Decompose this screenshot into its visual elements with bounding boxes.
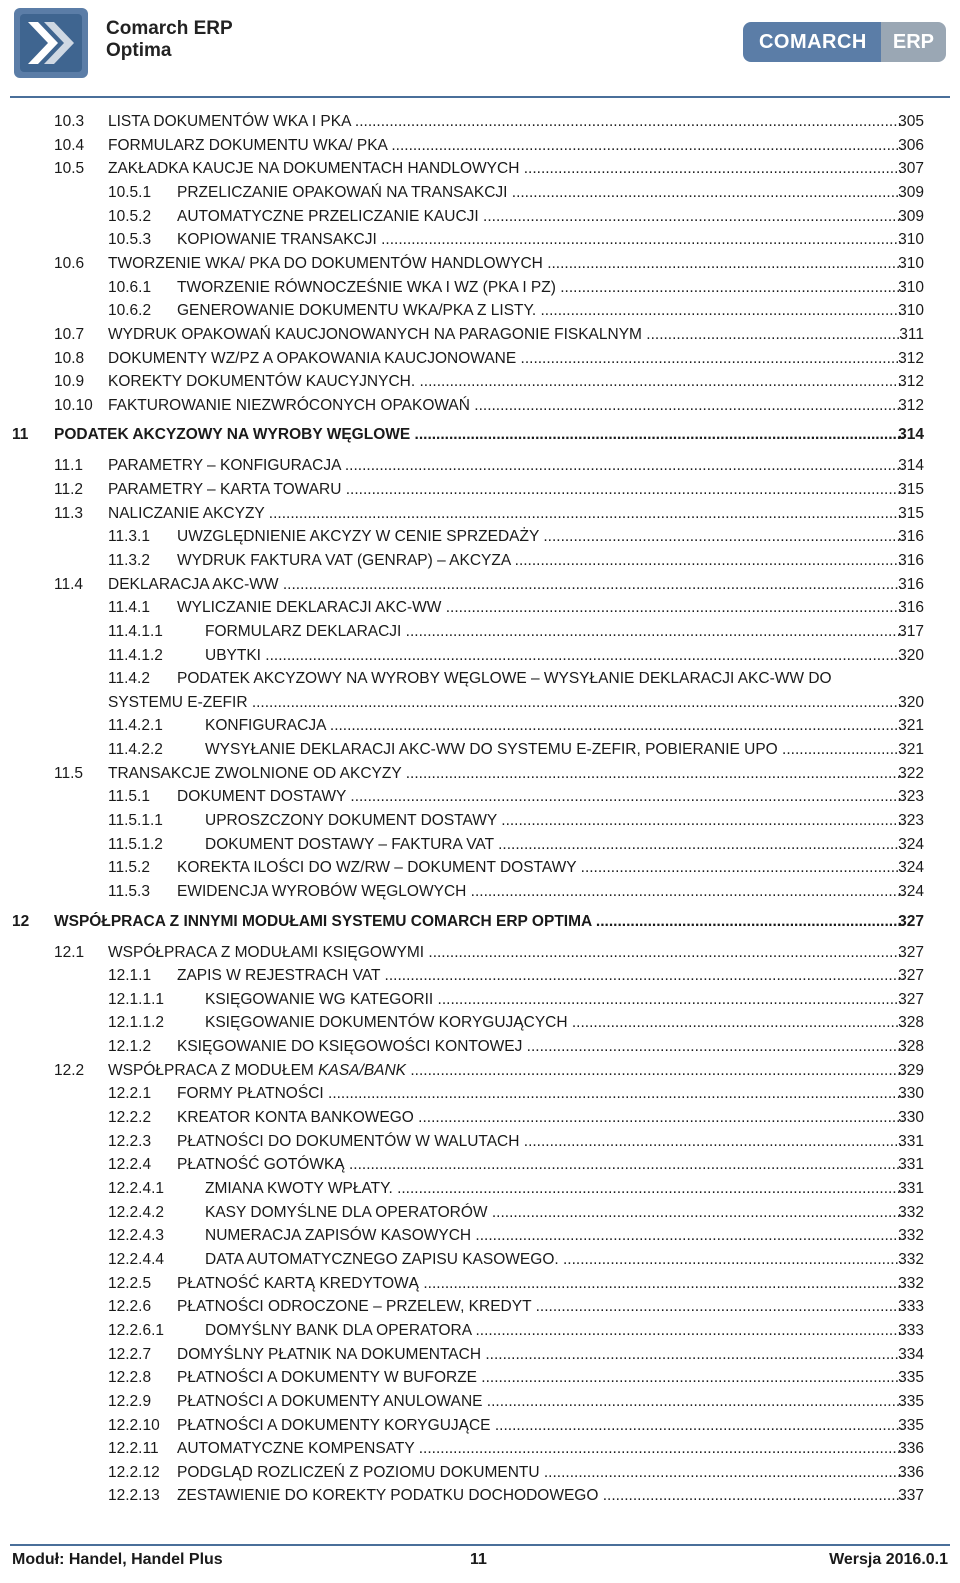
toc-entry-number: 10.10 [54,396,93,414]
toc-entry-title: GENEROWANIE DOKUMENTU WKA/PKA Z LISTY. ..... [177,301,904,321]
toc-entry-page: 328 [898,1038,924,1056]
toc-entry-number: 11.3.2 [108,551,150,569]
toc-entry[interactable] [0,943,960,965]
toc-entry-number: 11.4.2 [108,670,150,688]
toc-entry-page: 333 [898,1298,924,1316]
toc-entry[interactable] [0,912,960,934]
toc-entry-page: 323 [898,788,924,806]
toc-entry[interactable] [0,230,960,252]
toc-entry-title: PŁATNOŚCI A DOKUMENTY KORYGUJĄCE ..... [177,1416,904,1436]
toc-entry[interactable] [0,1226,960,1248]
toc-entry-title: DOKUMENT DOSTAWY ..... [177,787,904,807]
toc-entry-title: FORMULARZ DOKUMENTU WKA/ PKA ..... [108,136,904,156]
toc-entry[interactable] [0,598,960,620]
toc-entry-number: 11.5.2 [108,859,150,877]
toc-entry-page: 332 [898,1203,924,1221]
toc-entry-page: 315 [898,504,924,522]
toc-entry-title: KOPIOWANIE TRANSAKCJI ..... [177,230,904,250]
toc-entry[interactable] [0,1463,960,1485]
toc-entry[interactable] [0,811,960,833]
toc-entry-title: AUTOMATYCZNE KOMPENSATY ..... [177,1439,904,1459]
toc-entry[interactable] [0,1297,960,1319]
toc-entry-number: 12.2.13 [108,1487,160,1505]
toc-entry-number: 12.2.8 [108,1369,152,1387]
toc-entry[interactable] [0,372,960,394]
toc-entry-page: 337 [898,1487,924,1505]
toc-entry-page: 332 [898,1274,924,1292]
toc-entry-title: PODGLĄD ROZLICZEŃ Z POZIOMU DOKUMENTU ..... [177,1463,904,1483]
toc-entry-title: ZAPIS W REJESTRACH VAT ..... [177,966,904,986]
toc-entry-page: 312 [898,349,924,367]
toc-entry-page: 321 [898,717,924,735]
toc-entry-title: WYDRUK OPAKOWAŃ KAUCJONOWANYCH NA PARAGONIE FISKALNYM ..... [108,325,904,345]
toc-entry-number: 11.3.1 [108,528,150,546]
toc-entry-title: NALICZANIE AKCYZY ..... [108,504,904,524]
toc-entry-title: LISTA DOKUMENTÓW WKA I PKA ..... [108,112,904,132]
toc-entry-number: 12.2.12 [108,1463,160,1481]
toc-entry-page: 307 [898,160,924,178]
toc-entry-title: KSIĘGOWANIE DO KSIĘGOWOŚCI KONTOWEJ ..... [177,1037,904,1057]
toc-entry[interactable] [0,504,960,526]
toc-entry[interactable] [0,835,960,857]
toc-entry-page: 322 [898,764,924,782]
toc-entry-number: 10.6 [54,254,85,272]
toc-entry-number: 12.2.6 [108,1298,152,1316]
toc-entry-page: 335 [898,1416,924,1434]
toc-entry-page: 316 [898,575,924,593]
toc-entry-page: 315 [898,480,924,498]
toc-entry[interactable] [0,1392,960,1414]
toc-entry-page: 334 [898,1345,924,1363]
toc-entry-page: 309 [898,207,924,225]
toc-entry-page: 316 [898,599,924,617]
toc-entry-number: 10.3 [54,113,85,130]
toc-entry[interactable] [0,112,960,134]
toc-entry-page: 305 [898,113,924,130]
toc-entry-number: 10.8 [54,349,85,367]
toc-entry-title: UBYTKI ..... [205,646,904,666]
toc-entry[interactable] [0,858,960,880]
toc-entry[interactable] [0,1416,960,1438]
toc-entry-number: 11.3 [54,504,84,522]
toc-entry-number: 12.1.2 [108,1038,152,1056]
toc-entry-title: PRZELICZANIE OPAKOWAŃ NA TRANSAKCJI ..... [177,183,904,203]
footer-divider [10,1544,950,1546]
toc-entry-number: 11.5.1.2 [108,835,163,853]
toc-entry[interactable] [0,1274,960,1296]
toc-entry-number: 12 [12,912,30,930]
toc-entry-page: 316 [898,528,924,546]
toc-entry[interactable] [0,1203,960,1225]
toc-entry-page: 335 [898,1369,924,1387]
toc-entry-page: 310 [898,231,924,249]
toc-entry[interactable] [0,254,960,276]
toc-entry-number: 10.6.1 [108,278,152,296]
toc-entry-number: 12.2.4 [108,1156,152,1174]
brand-line-1: Comarch ERP [106,18,233,39]
page-header [0,0,960,90]
toc-entry-number: 11.1 [54,457,84,475]
toc-entry-page: 336 [898,1440,924,1458]
toc-entry-title: FORMULARZ DEKLARACJI ..... [205,622,904,642]
toc-entry-title: SYSTEMU E-ZEFIR ..... [108,693,904,713]
toc-entry-number: 12.2.4.1 [108,1180,165,1197]
toc-entry-title: EWIDENCJA WYROBÓW WĘGLOWYCH ..... [177,882,904,902]
toc-entry-title: PARAMETRY – KONFIGURACJA ..... [108,456,904,476]
toc-entry-title: ZAKŁADKA KAUCJE NA DOKUMENTACH HANDLOWYCH ..... [108,159,904,179]
toc-entry-title-italic: KASA/BANK [318,1061,407,1079]
toc-entry-page: 331 [898,1156,924,1174]
toc-entry[interactable] [0,764,960,786]
toc-entry-page: 329 [898,1061,924,1079]
toc-entry-page: 330 [898,1085,924,1103]
toc-entry[interactable] [0,716,960,738]
toc-entry[interactable] [0,622,960,644]
toc-entry[interactable] [0,1439,960,1461]
toc-entry-title: KSIĘGOWANIE DOKUMENTÓW KORYGUJĄCYCH ..... [205,1013,904,1033]
toc-entry-title: WYSYŁANIE DEKLARACJI AKC-WW DO SYSTEMU E-ZEFIR, POBIERANIE UPO ..... [205,740,904,760]
toc-entry[interactable] [0,646,960,668]
toc-entry-number: 10.4 [54,136,85,154]
toc-entry-title: PARAMETRY – KARTA TOWARU ..... [108,480,904,500]
toc-entry[interactable] [0,1108,960,1130]
toc-entry-page: 320 [898,693,924,711]
toc-entry-page: 323 [898,812,924,830]
toc-entry-page: 314 [898,426,924,444]
toc-entry[interactable] [0,136,960,158]
brand-line-2: Optima [106,40,172,61]
toc-entry-number: 11.4 [54,575,84,593]
toc-entry-title: KOREKTY DOKUMENTÓW KAUCYJNYCH. ..... [108,372,904,392]
toc-entry-page: 331 [898,1132,924,1150]
brand-text [106,18,233,62]
toc-entry-title: AUTOMATYCZNE PRZELICZANIE KAUCJI ..... [177,207,904,227]
toc-entry[interactable] [0,183,960,205]
toc-entry[interactable] [0,456,960,478]
toc-entry-page: 324 [898,859,924,877]
toc-entry-number: 10.5.1 [108,183,152,201]
toc-entry[interactable] [0,966,960,988]
toc-entry[interactable] [0,207,960,229]
toc-entry-title: DOMYŚLNY PŁATNIK NA DOKUMENTACH ..... [177,1345,904,1365]
toc-entry-number: 11.5 [54,764,84,782]
toc-entry-number: 12.1.1.1 [108,990,165,1008]
toc-entry-page: 310 [898,278,924,296]
toc-entry-number: 12.2.2 [108,1109,152,1127]
footer-version: Wersja 2016.0.1 [829,1551,948,1568]
page-footer [0,1544,960,1583]
toc-entry-title: PŁATNOŚĆ GOTÓWKĄ ..... [177,1155,904,1175]
toc-entry-page: 333 [898,1321,924,1339]
toc-entry-title: KOREKTA ILOŚCI DO WZ/RW – DOKUMENT DOSTAWY ..... [177,858,904,878]
toc-entry[interactable] [0,325,960,347]
toc-entry-number: 12.2.1 [108,1085,152,1103]
toc-entry-number: 12.2.3 [108,1132,152,1150]
toc-entry-page: 331 [898,1180,924,1197]
toc-entry[interactable] [0,1013,960,1035]
toc-entry-page: 312 [898,373,924,391]
toc-entry-page: 336 [898,1463,924,1481]
toc-entry-number: 12.2 [54,1061,85,1079]
toc-entry[interactable] [0,1345,960,1367]
toc-entry-page: 310 [898,302,924,320]
toc-entry-title: TRANSAKCJE ZWOLNIONE OD AKCYZY ..... [108,764,904,784]
toc-entry-title: PŁATNOŚĆ KARTĄ KREDYTOWĄ ..... [177,1274,904,1294]
toc-entry-number: 12.2.4.3 [108,1227,165,1245]
toc-entry-page: 324 [898,883,924,900]
toc-entry-title: FORMY PŁATNOŚCI ..... [177,1084,904,1104]
toc-entry[interactable] [0,1250,960,1272]
footer-page-number: 11 [470,1551,487,1568]
toc-entry[interactable] [0,740,960,762]
toc-entry-page: 332 [898,1227,924,1245]
toc-entry-number: 12.2.5 [108,1274,152,1292]
erp-logo-text: ERP [881,22,946,62]
toc-entry-number: 11.4.1.2 [108,646,163,664]
toc-entry[interactable] [0,159,960,181]
toc-entry-number: 11.4.1.1 [108,622,163,640]
toc-entry-title: NUMERACJA ZAPISÓW KASOWYCH ..... [205,1226,904,1246]
toc-entry-title: DEKLARACJA AKC-WW ..... [108,575,904,595]
toc-entry-title [108,1061,904,1081]
toc-entry-title: DOMYŚLNY BANK DLA OPERATORA ..... [205,1321,904,1341]
toc-entry[interactable] [0,1486,960,1508]
toc-entry[interactable] [0,527,960,549]
toc-entry-page: 317 [898,622,924,640]
toc-entry-number: 12.2.10 [108,1416,160,1434]
toc-entry-title: FAKTUROWANIE NIEZWRÓCONYCH OPAKOWAŃ ..... [108,396,904,416]
toc-entry[interactable] [0,990,960,1012]
toc-entry[interactable] [0,1179,960,1201]
toc-entry-page: 335 [898,1392,924,1410]
toc-entry[interactable] [0,1084,960,1106]
toc-entry-title: PODATEK AKCYZOWY NA WYROBY WĘGLOWE – WYSYŁANIE DEKLARACJI AKC-WW DO [177,670,832,688]
toc-entry-page: 327 [898,990,924,1008]
comarch-logo-text: COMARCH [743,22,881,62]
toc-entry-page: 316 [898,551,924,569]
toc-entry-number: 12.2.7 [108,1345,152,1363]
toc-entry-title: DATA AUTOMATYCZNEGO ZAPISU KASOWEGO. ..... [205,1250,904,1270]
toc-entry-number: 10.7 [54,325,85,343]
toc-entry-title: TWORZENIE RÓWNOCZEŚNIE WKA I WZ (PKA I PZ) ..... [177,278,904,298]
comarch-erp-optima-logo [14,8,88,78]
toc-entry-title-text: WSPÓŁPRACA Z MODUŁEM [108,1061,319,1079]
toc-entry[interactable] [0,396,960,418]
toc-entry-page: 324 [898,835,924,853]
toc-entry[interactable] [0,425,960,447]
toc-entry-page: 311 [899,325,924,343]
toc-entry-number: 11.5.3 [108,883,150,900]
toc-entry-page: 309 [898,183,924,201]
toc-entry-number: 12.2.9 [108,1392,152,1410]
toc-entry[interactable] [0,1061,960,1083]
toc-entry-title: WSPÓŁPRACA Z MODUŁAMI KSIĘGOWYMI ..... [108,943,904,963]
toc-entry-number: 11.4.2.2 [108,741,163,759]
toc-entry[interactable] [0,1368,960,1390]
toc-entry-title: KREATOR KONTA BANKOWEGO ..... [177,1108,904,1128]
toc-entry-title: KASY DOMYŚLNE DLA OPERATORÓW ..... [205,1203,904,1223]
comarch-erp-logo [743,22,946,62]
toc-entry[interactable] [0,349,960,371]
toc-entry[interactable] [0,278,960,300]
toc-entry-number: 10.5.3 [108,231,152,249]
toc-entry-number: 12.2.4.4 [108,1250,165,1268]
toc-entry[interactable] [0,575,960,597]
toc-entry-title: PŁATNOŚCI ODROCZONE – PRZELEW, KREDYT ..... [177,1297,904,1317]
toc-entry-page: 327 [898,943,924,961]
toc-entry-number: 11.5.1 [108,788,150,806]
toc-entry-title: ZESTAWIENIE DO KOREKTY PODATKU DOCHODOWEGO ..... [177,1486,904,1506]
toc-entry-title: WYDRUK FAKTURA VAT (GENRAP) – AKCYZA ..... [177,551,904,571]
toc-entry-page: 327 [898,967,924,985]
toc-entry-page: 320 [898,646,924,664]
toc-entry-title: UPROSZCZONY DOKUMENT DOSTAWY ..... [205,811,904,831]
toc-entry[interactable] [0,882,960,904]
toc-entry[interactable] [0,1155,960,1177]
header-divider [10,96,950,98]
toc-entry-title: PODATEK AKCYZOWY NA WYROBY WĘGLOWE ..... [54,425,904,445]
toc-entry-title: KONFIGURACJA ..... [205,716,904,736]
toc-entry-page: 314 [898,457,924,475]
toc-entry-page: 312 [898,396,924,414]
toc-entry-title: ZMIANA KWOTY WPŁATY. ..... [205,1179,904,1199]
toc-entry[interactable] [0,1321,960,1343]
toc-entry-number: 11.2 [54,480,84,498]
toc-entry-title: PŁATNOŚCI A DOKUMENTY W BUFORZE ..... [177,1368,904,1388]
toc-entry-number: 12.2.4.2 [108,1203,165,1221]
toc-entry[interactable] [0,1037,960,1059]
toc-entry-number: 12.1.1 [108,967,152,985]
toc-entry-title: WYLICZANIE DEKLARACJI AKC-WW ..... [177,598,904,618]
toc-entry-page: 327 [898,912,924,930]
footer-module: Moduł: Handel, Handel Plus [12,1551,223,1568]
toc-entry-title: KSIĘGOWANIE WG KATEGORII ..... [205,990,904,1010]
toc-entry-number: 10.5 [54,160,85,178]
toc-entry-page: 310 [898,254,924,272]
toc-entry-page: 328 [898,1014,924,1032]
toc-entry-page: 332 [898,1250,924,1268]
toc-entry-number: 12.2.6.1 [108,1321,165,1339]
toc-entry-title: UWZGLĘDNIENIE AKCYZY W CENIE SPRZEDAŻY ..... [177,527,904,547]
toc-entry-number: 10.5.2 [108,207,152,225]
toc-entry[interactable] [0,551,960,573]
toc-entry-title: PŁATNOŚCI A DOKUMENTY ANULOWANE ..... [177,1392,904,1412]
toc-entry-page: 330 [898,1109,924,1127]
toc-entry-title: DOKUMENTY WZ/PZ A OPAKOWANIA KAUCJONOWANE ..... [108,349,904,369]
toc-entry-title: PŁATNOŚCI DO DOKUMENTÓW W WALUTACH ..... [177,1132,904,1152]
toc-entry-title: WSPÓŁPRACA Z INNYMI MODUŁAMI SYSTEMU COMARCH ERP OPTIMA ..... [54,912,904,932]
toc-entry[interactable] [0,1132,960,1154]
toc-entry[interactable] [0,480,960,502]
toc-entry-page: 321 [898,741,924,759]
toc-entry-number: 12.2.11 [108,1440,159,1458]
toc-entry[interactable] [0,787,960,809]
toc-entry-number: 11 [12,426,29,444]
toc-entry-number: 11.4.1 [108,599,150,617]
toc-entry[interactable] [0,693,960,715]
toc-entry-number: 11.4.2.1 [108,717,163,735]
toc-entry-number: 11.5.1.1 [108,812,163,830]
toc-entry-title: DOKUMENT DOSTAWY – FAKTURA VAT ..... [205,835,904,855]
toc-entry[interactable] [0,669,960,691]
toc-entry-number: 10.6.2 [108,302,152,320]
toc-entry-number: 12.1 [54,943,85,961]
toc-entry[interactable] [0,301,960,323]
toc-entry-title: TWORZENIE WKA/ PKA DO DOKUMENTÓW HANDLOWYCH ..... [108,254,904,274]
toc-entry-page: 306 [898,136,924,154]
toc-entry-number: 12.1.1.2 [108,1014,165,1032]
toc-entry-number: 10.9 [54,373,85,391]
